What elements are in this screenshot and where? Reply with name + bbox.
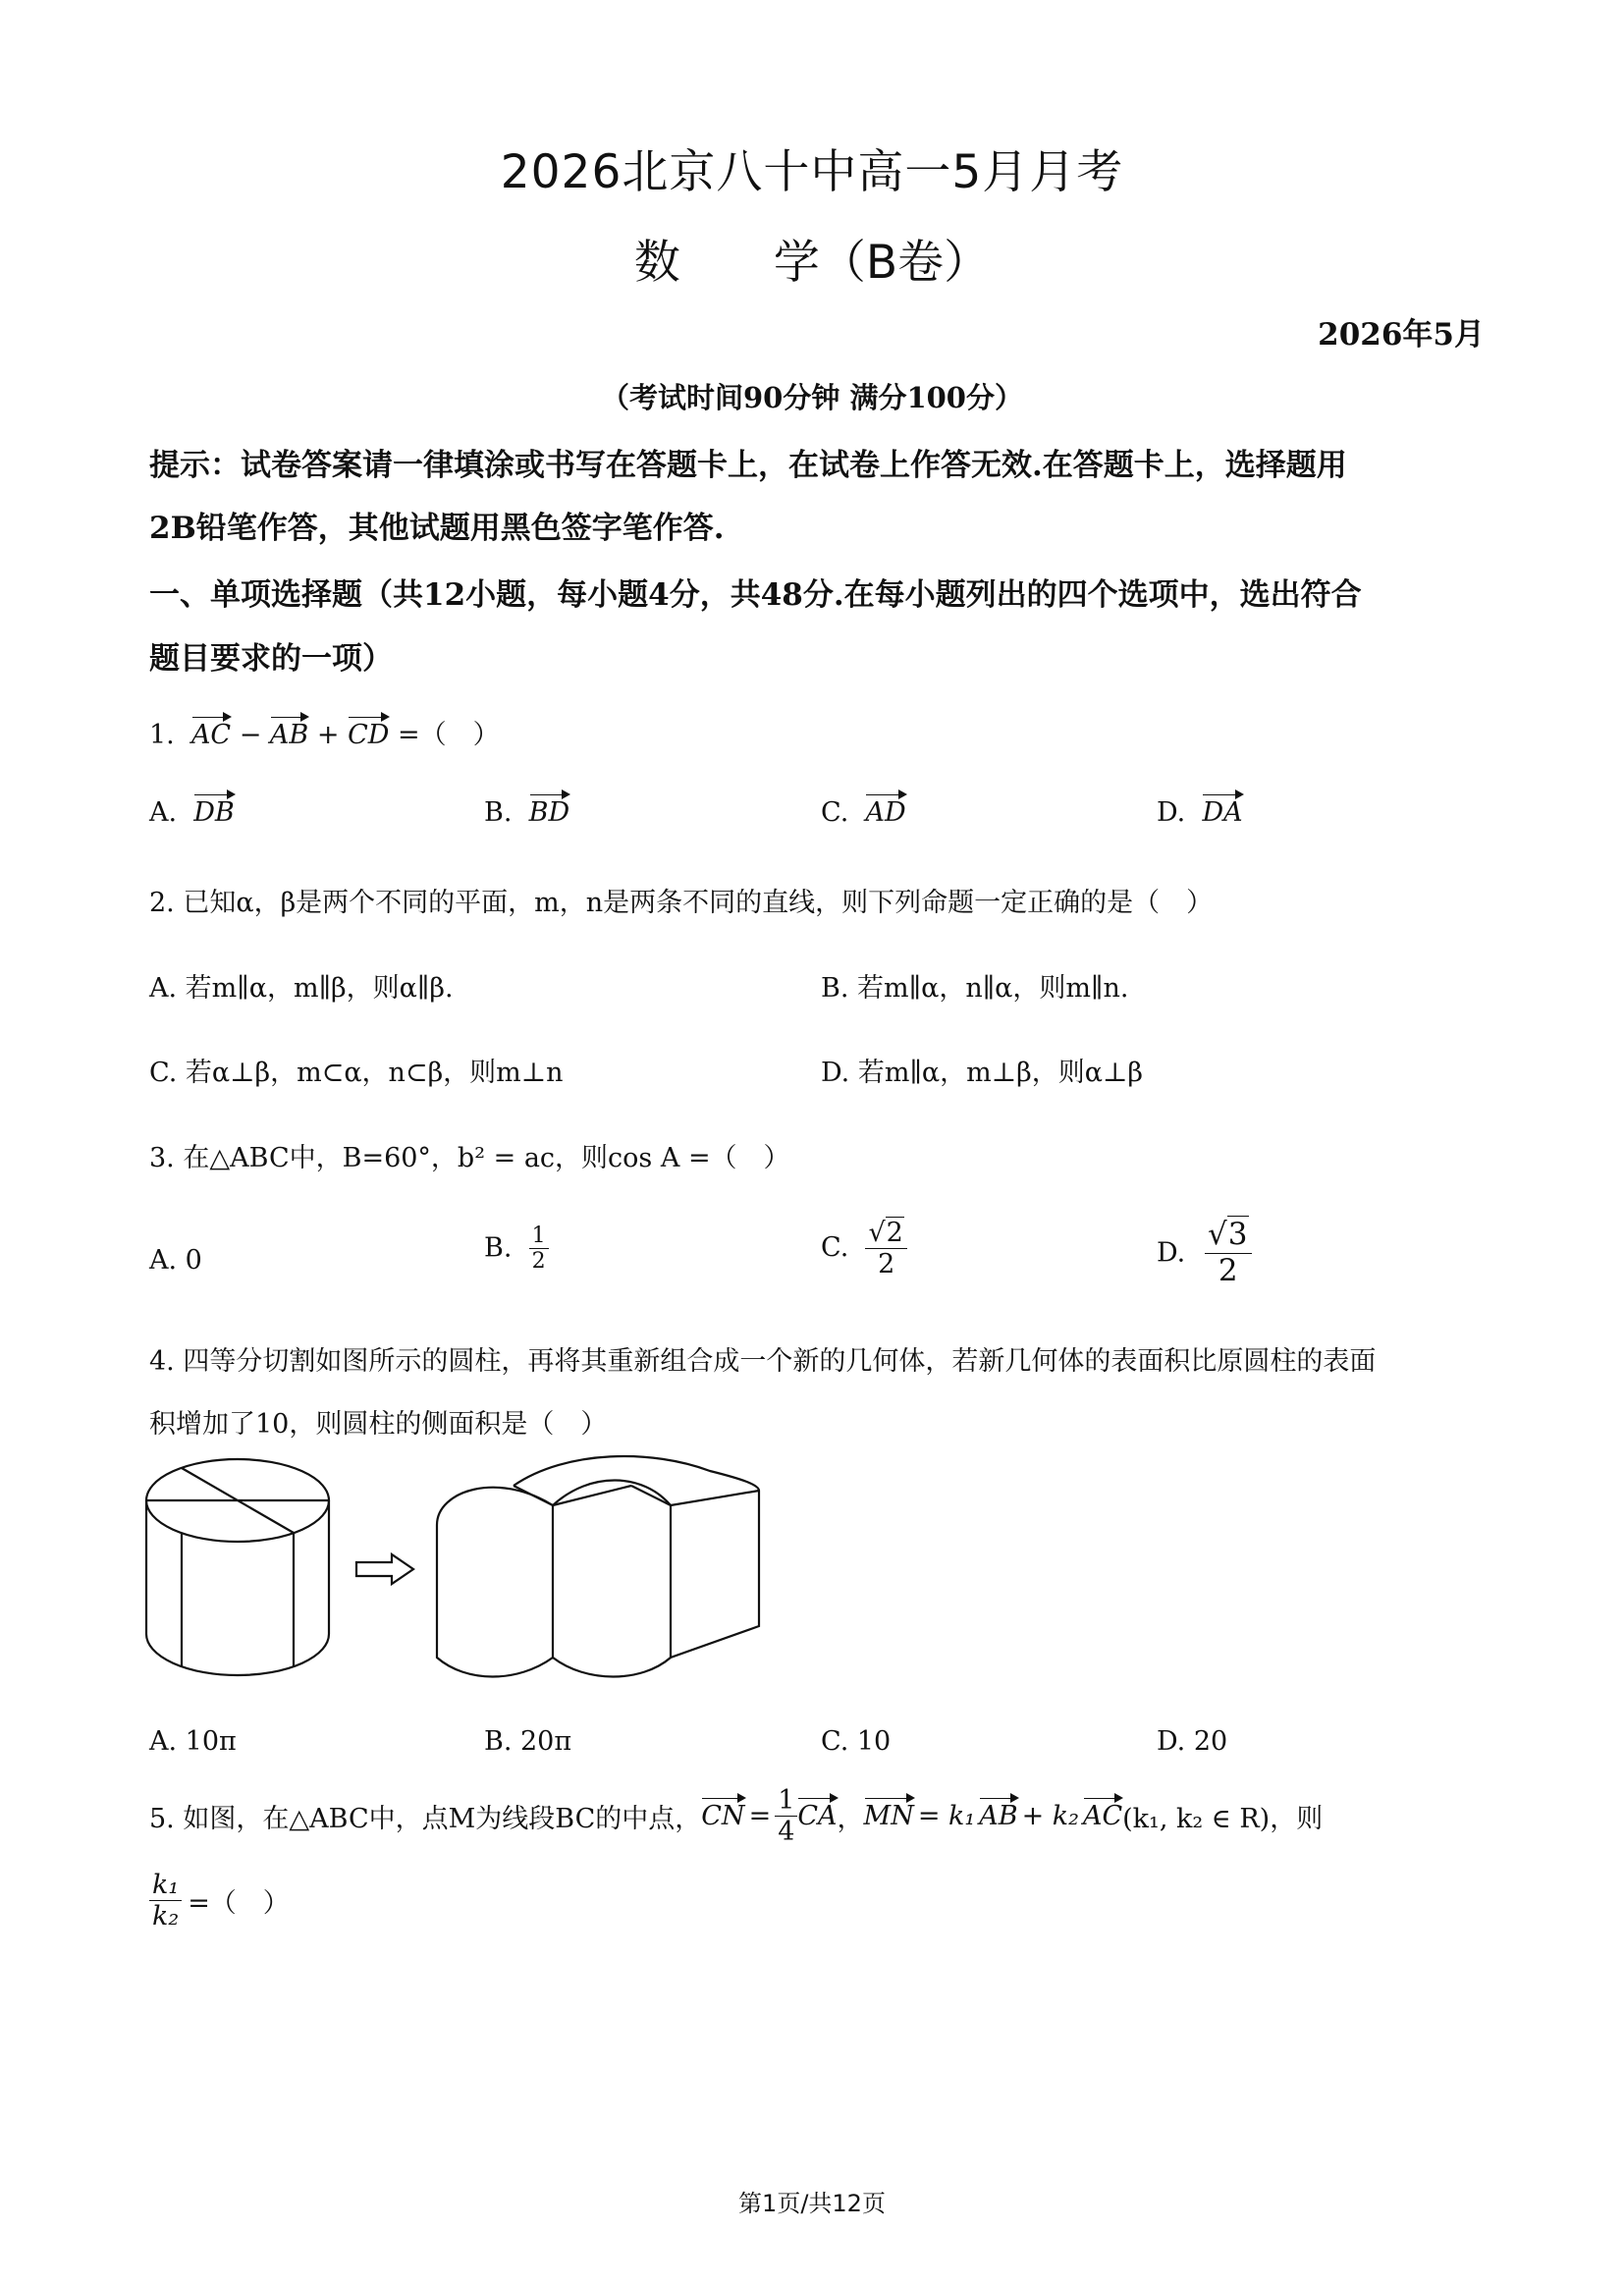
q1-number: 1. bbox=[149, 720, 175, 750]
section-heading-line-2: 题目要求的一项） bbox=[149, 641, 393, 677]
q3-option-c bbox=[821, 1218, 907, 1279]
q1-option-b bbox=[484, 797, 569, 828]
exam-info: （考试时间90分钟 满分100分） bbox=[601, 381, 1023, 414]
q1-option-d bbox=[1157, 797, 1243, 828]
q3-option-b-fraction bbox=[529, 1224, 549, 1275]
subject-title-a: 数 bbox=[633, 236, 680, 290]
question-2-stem: 2. 已知α，β是两个不同的平面，m，n是两条不同的直线，则下列命题一定正确的是（ ） bbox=[149, 888, 1214, 918]
q5-vector-ca: CA bbox=[797, 1801, 838, 1832]
new-solid-top-back bbox=[514, 1456, 759, 1491]
q5-tail: (k₁, k₂ ∈ R)，则 bbox=[1122, 1804, 1324, 1835]
page-number: 第1页/共12页 bbox=[738, 2190, 886, 2217]
q1-option-a-vector: DB bbox=[193, 797, 235, 828]
q5-vector-ab: AB bbox=[979, 1801, 1018, 1832]
q5-fraction-numerator: 1 bbox=[775, 1785, 797, 1817]
q3-option-c-sqrt: √2 bbox=[868, 1218, 903, 1248]
q4-option-b: B. 20π bbox=[484, 1726, 572, 1757]
q3-option-b-numerator: 1 bbox=[529, 1224, 549, 1249]
q2-option-c: C. 若α⊥β，m⊂α，n⊂β，则m⊥n bbox=[149, 1058, 564, 1088]
q3-option-c-label: C. bbox=[821, 1232, 849, 1264]
q1-option-c-vector: AD bbox=[865, 797, 906, 828]
transform-arrow bbox=[356, 1554, 413, 1584]
question-4-stem-line-1: 4. 四等分切割如图所示的圆柱，再将其重新组合成一个新的几何体，若新几何体的表面积比原圆柱的表面 bbox=[149, 1346, 1377, 1377]
q5-ratio-denominator: k₂ bbox=[152, 1901, 180, 1932]
question-5-ratio bbox=[149, 1870, 290, 1931]
q3-option-b-label: B. bbox=[484, 1232, 513, 1264]
q5-prefix: 5. 如图，在△ABC中，点M为线段BC的中点， bbox=[149, 1804, 702, 1835]
q3-option-c-numerator bbox=[865, 1218, 906, 1249]
q4-option-a: A. 10π bbox=[149, 1726, 237, 1757]
q5-vector-mn: MN bbox=[863, 1801, 914, 1832]
exam-date: 2026年5月 bbox=[1318, 317, 1485, 353]
q3-option-d-numerator bbox=[1205, 1218, 1252, 1254]
q5-fraction-denominator: 4 bbox=[778, 1817, 795, 1848]
q3-option-d-sqrt: √3 bbox=[1208, 1217, 1248, 1252]
notice-line-2: 2B铅笔作答，其他试题用黑色签字笔作答. bbox=[149, 511, 725, 546]
q3-option-d bbox=[1157, 1218, 1252, 1288]
q5-fraction-one-quarter bbox=[775, 1785, 797, 1847]
q5-ratio-fraction bbox=[149, 1870, 182, 1931]
q1-vector-ac: AC bbox=[190, 720, 232, 750]
new-solid-top-right-edge bbox=[671, 1491, 759, 1505]
q5-ratio-numerator: k₁ bbox=[149, 1870, 182, 1901]
q3-option-b bbox=[484, 1224, 549, 1275]
q3-option-c-denominator: 2 bbox=[878, 1249, 895, 1280]
question-1-stem bbox=[149, 713, 500, 751]
cylinder-bottom-arc bbox=[146, 1634, 329, 1675]
q2-option-b: B. 若m∥α，n∥α，则m∥n. bbox=[821, 973, 1129, 1004]
q3-option-d-label: D. bbox=[1157, 1237, 1186, 1269]
q5-vector-ac: AC bbox=[1082, 1801, 1123, 1832]
q2-option-d: D. 若m∥α，m⊥β，则α⊥β bbox=[821, 1058, 1143, 1088]
subject-title bbox=[0, 226, 1624, 292]
q5-equals-1: = bbox=[748, 1801, 772, 1832]
question-5-stem bbox=[149, 1785, 1323, 1847]
q2-option-a: A. 若m∥α，m∥β，则α∥β. bbox=[149, 973, 454, 1004]
q1-minus: − bbox=[239, 720, 262, 750]
q1-vector-ab: AB bbox=[269, 720, 309, 750]
notice-line-1: 提示：试卷答案请一律填涂或书写在答题卡上，在试卷上作答无效.在答题卡上，选择题用 bbox=[149, 448, 1347, 483]
q1-equals: =（ ） bbox=[397, 720, 500, 750]
q5-equals-k1: = k₁ bbox=[917, 1801, 976, 1832]
q3-option-d-fraction bbox=[1205, 1218, 1252, 1288]
q1-plus: + bbox=[316, 720, 340, 750]
q4-option-c: C. 10 bbox=[821, 1726, 892, 1757]
q3-option-d-radicand: 3 bbox=[1227, 1217, 1248, 1252]
question-3-stem: 3. 在△ABC中，B=60°，b² = ac，则cos A =（ ） bbox=[149, 1143, 790, 1173]
q5-ratio-equals: =（ ） bbox=[188, 1888, 290, 1920]
q1-option-b-label: B. bbox=[484, 797, 513, 828]
q1-option-c-label: C. bbox=[821, 797, 849, 828]
question-4-stem-line-2: 积增加了10，则圆柱的侧面积是（ ） bbox=[149, 1409, 608, 1440]
q1-option-a-label: A. bbox=[149, 797, 178, 828]
q4-cylinder-figure bbox=[142, 1451, 781, 1697]
q5-separator: ， bbox=[837, 1804, 864, 1835]
q3-option-a: A. 0 bbox=[149, 1245, 202, 1276]
q1-option-d-label: D. bbox=[1157, 797, 1186, 828]
q3-option-b-denominator: 2 bbox=[531, 1249, 546, 1275]
q1-option-c bbox=[821, 797, 906, 828]
new-solid-top-seam-1 bbox=[514, 1486, 553, 1505]
new-solid-outline bbox=[437, 1491, 759, 1677]
q3-option-c-fraction bbox=[865, 1218, 906, 1279]
subject-title-b: 学（B卷） bbox=[773, 236, 991, 290]
page-title: 2026北京八十中高一5月月考 bbox=[500, 145, 1124, 199]
q4-option-d: D. 20 bbox=[1157, 1726, 1228, 1757]
q1-option-b-vector: BD bbox=[528, 797, 570, 828]
q3-option-c-radicand: 2 bbox=[886, 1218, 903, 1248]
q1-vector-cd: CD bbox=[348, 720, 390, 750]
q5-vector-cn: CN bbox=[701, 1801, 745, 1832]
q1-option-d-vector: DA bbox=[1202, 797, 1243, 828]
q5-plus-k2: + k₂ bbox=[1021, 1801, 1079, 1832]
q3-option-d-denominator: 2 bbox=[1218, 1252, 1238, 1288]
section-heading-line-1: 一、单项选择题（共12小题，每小题4分，共48分.在每小题列出的四个选项中，选出符合 bbox=[149, 577, 1362, 613]
q1-option-a bbox=[149, 797, 235, 828]
